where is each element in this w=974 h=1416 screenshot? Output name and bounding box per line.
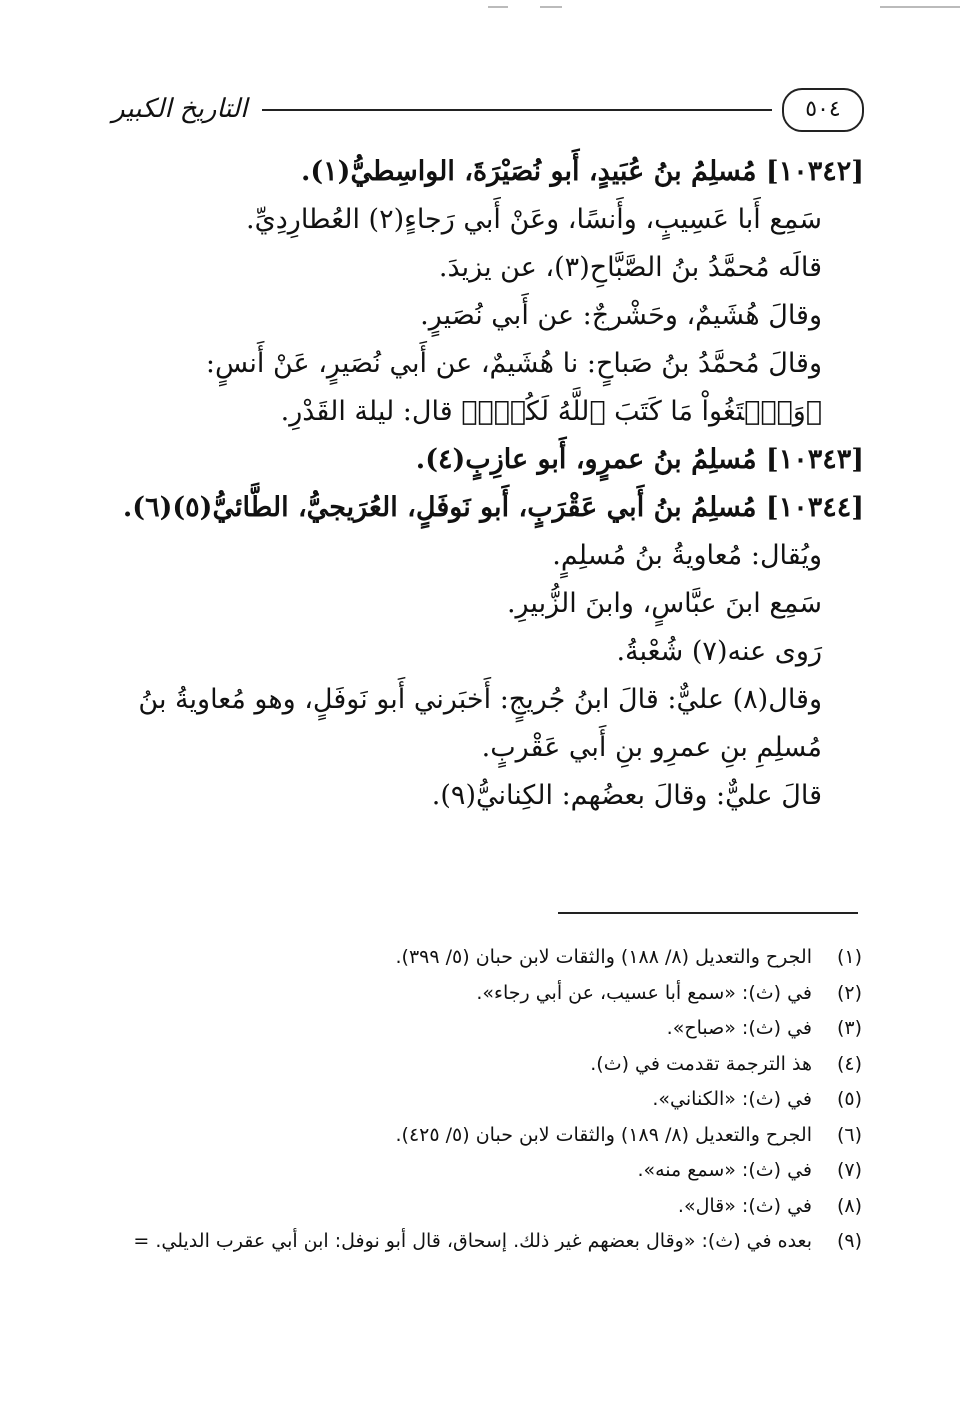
body-paragraph: وقالَ مُحمَّدُ بنُ صَباحٍ: نا هُشَيمٌ، عن أَبي نُصَيرٍ، عَنْ أَنسٍ: ﴿وَٱبۡتَغُواْ مَا كَتَبَ ٱللَّهُ لَكُمۡۚ﴾ قال: ليلة القَدْرِ. bbox=[205, 348, 822, 427]
footnote-text: في (ث): «صباح». bbox=[666, 1017, 812, 1039]
body-paragraph: سَمِع أَبا عَسِيبٍ، وأَنسًا، وعَنْ أَبي رَجاءٍ(٢) العُطارِدِيِّ. bbox=[246, 204, 822, 235]
scan-marks bbox=[0, 6, 974, 12]
footnote-number: (٣) bbox=[836, 1017, 862, 1039]
entry-heading: [١٠٣٤٢] مُسلِمُ بنُ عُبَيدٍ، أَبو نُصَيْرَةَ، الواسِطيُّ(١). bbox=[300, 156, 864, 187]
footnote-number: (٦) bbox=[836, 1123, 862, 1146]
footnote-text: في (ث): «قال». bbox=[677, 1194, 812, 1217]
main-text bbox=[114, 148, 864, 820]
entry-heading: [١٠٣٤٤] مُسلِمُ بنُ أَبي عَقْرَبٍ، أَبو نَوفَلٍ، العُرَيجيُّ، الطَّائيُّ(٥)(٦). bbox=[122, 492, 864, 523]
footnote-number: (٨) bbox=[836, 1194, 862, 1217]
footnote-number: (٢) bbox=[836, 981, 862, 1004]
footnote-item bbox=[112, 1118, 862, 1154]
body-paragraph: رَوى عنه(٧) شُعْبةُ. bbox=[616, 636, 822, 667]
body-paragraph: ويُقال: مُعاويةُ بنُ مُسلِمٍ. bbox=[552, 540, 822, 571]
footnote-number: (٩) bbox=[836, 1230, 862, 1252]
footnote-text: في (ث): «الكناني». bbox=[652, 1088, 812, 1110]
footnote-item bbox=[112, 1047, 862, 1083]
footnote-text: الجرح والتعديل (٨/ ١٨٩) والثقات لابن حبان (٥/ ٤٢٥). bbox=[395, 1123, 812, 1146]
body-paragraph: وقالَ هُشَيمٌ، وحَشْرجٌ: عن أَبي نُصَيرٍ. bbox=[420, 300, 822, 331]
footnote-item bbox=[112, 1224, 862, 1260]
footnote-number: (٤) bbox=[836, 1052, 862, 1075]
footnote-separator bbox=[558, 912, 858, 914]
footnotes bbox=[112, 940, 862, 1260]
footnote-item bbox=[112, 1011, 862, 1047]
footnote-number: (٧) bbox=[836, 1159, 862, 1181]
body-paragraph: قالَ عليٌّ: وقالَ بعضُهم: الكِنانيُّ(٩). bbox=[431, 780, 822, 811]
footnote-item bbox=[112, 1082, 862, 1118]
footnote-number: (١) bbox=[836, 946, 862, 968]
footnote-text: في (ث): «سمع منه». bbox=[637, 1159, 812, 1181]
footnote-text: بعده في (ث): «وقال بعضهم غير ذلك. إسحاق، قال أبو نوفل: ابن أبي عقرب الديلي. = bbox=[133, 1230, 812, 1252]
entry-heading: [١٠٣٤٣] مُسلِمُ بنُ عمرٍو، أَبو عازِبٍ(٤). bbox=[415, 444, 864, 475]
page-number-badge: ٥٠٤ bbox=[782, 88, 864, 132]
header-rule bbox=[262, 109, 772, 111]
footnote-number: (٥) bbox=[836, 1088, 862, 1110]
footnote-item bbox=[112, 940, 862, 976]
footnote-text: هذ الترجمة تقدمت في (ث). bbox=[590, 1052, 812, 1075]
body-paragraph: قالَه مُحمَّدُ بنُ الصَّبَّاحِ(٣)، عن يزيدَ. bbox=[438, 252, 822, 283]
footnote-text: الجرح والتعديل (٨/ ١٨٨) والثقات لابن حبان (٥/ ٣٩٩). bbox=[395, 946, 812, 968]
footnote-item bbox=[112, 976, 862, 1012]
book-title: التاريخ الكبير bbox=[112, 94, 248, 124]
footnote-item bbox=[112, 1153, 862, 1189]
body-paragraph: وقال(٨) عليٌّ: قالَ ابنُ جُريجٍ: أَخبَرني أَبو نَوفَلٍ، وهو مُعاويةُ بنُ مُسلِمِ بنِ عمرِو بنِ أَبي عَقْربٍ. bbox=[138, 684, 822, 763]
body-paragraph: سَمِع ابنَ عبَّاسٍ، وابنَ الزُّبيرِ. bbox=[506, 588, 822, 619]
footnote-item bbox=[112, 1189, 862, 1225]
footnote-text: في (ث): «سمع أبا عسيب، عن أبي رجاء». bbox=[476, 981, 812, 1004]
page-header bbox=[112, 88, 864, 132]
